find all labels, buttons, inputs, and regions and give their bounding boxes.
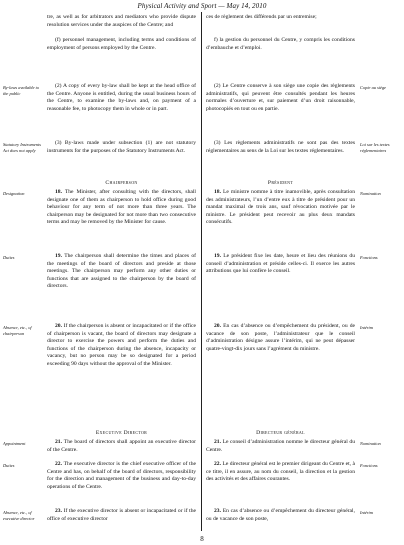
section-number: 18. xyxy=(55,189,62,195)
en-paragraph-top-b: (f) personnel management, including terms and conditions of employment of persons employed by the Centre. xyxy=(47,37,196,51)
section-number: 21. xyxy=(214,439,221,445)
page-number: 8 xyxy=(200,535,204,543)
section-number: 23. xyxy=(55,508,62,514)
en-bylaws-public-paragraph: (2) A copy of every by-law shall be kept at the head office of the Centre. Anyone is entitled, during the usual business hours of the Centre, to examine the by-laws and, on payment of a reasonable fee, to photocopy them in whole or in part. xyxy=(47,83,196,112)
margin-note-absence-chair: Absence, etc., of chairperson xyxy=(3,325,32,336)
column-divider xyxy=(201,12,202,531)
margin-note-appointment: Appointment xyxy=(3,441,26,446)
section-number: 20. xyxy=(214,323,221,329)
margin-note-fonctions: Fonctions xyxy=(360,255,378,260)
heading-directeur-general: Directeur général xyxy=(256,430,305,436)
section-number: 22. xyxy=(55,461,62,467)
fr-paragraph-top-b: f) la gestion du personnel du Centre, y compris les conditions d’embauche et d’emploi. xyxy=(206,37,355,51)
en-statutory-paragraph: (3) By-laws made under subsection (1) are not statutory instruments for the purposes of the Statutory Instruments Act. xyxy=(47,140,196,154)
heading-chairperson: Chairperson xyxy=(105,180,138,186)
margin-note-interim: Intérim xyxy=(360,325,373,330)
margin-note-duties-exec: Duties xyxy=(3,463,15,468)
margin-note-nomination: Nomination xyxy=(360,191,381,196)
running-head: Physical Activity and Sport — May 14, 2010 xyxy=(137,2,267,10)
section-number: 19. xyxy=(214,253,221,259)
section-number: 20. xyxy=(55,323,62,329)
margin-note-statutory: Statutory Instruments Act does not apply xyxy=(3,142,41,153)
fr-section-20: 20. En cas d’absence ou d’empêchement du président, ou de vacance de son poste, l’administrateur que le conseil d’administration désigne assure l’intérim, qui ne peut dépasser quatre-vingt-dix jours sans l’agrément du ministre. xyxy=(206,323,356,352)
fr-section-22: 22. Le directeur général est le premier dirigeant du Centre et, à ce titre, il en assure, au nom du conseil, la direction et la gestion des activités et des affaires courantes. xyxy=(206,461,355,483)
fr-copie-paragraph: (2) Le Centre conserve à son siège une copie des règlements administratifs, qui peuvent être consultés pendant les heures normales d’ouverture et, sur paiement d’un droit raisonnable, photocopiés en tout ou en partie. xyxy=(206,83,355,112)
en-paragraph-top-a: tre, as well as for arbitrators and mediators who provide dispute resolution services under the auspices of the Centre; and xyxy=(47,14,196,28)
margin-note-nomination-2: Nomination xyxy=(360,441,381,446)
en-section-22: 22. The executive director is the chief executive officer of the Centre and has, on behalf of the board of directors, responsibility for the direction and management of the business and day-to-day operations of the Centre. xyxy=(47,461,196,490)
margin-note-duties: Duties xyxy=(3,255,15,260)
margin-note-designation: Designation xyxy=(3,191,25,196)
margin-note-fonctions-2: Fonctions xyxy=(360,463,378,468)
section-number: 18. xyxy=(214,189,221,195)
heading-president: Président xyxy=(267,180,294,186)
en-section-21: 21. The board of directors shall appoint an executive director of the Centre. xyxy=(47,439,196,453)
section-number: 21. xyxy=(55,439,62,445)
fr-section-19: 19. Le président fixe les date, heure et lieu des réunions du conseil d’administration et préside celles-ci. Il exerce les autres attributions que lui confère le conseil. xyxy=(206,253,355,275)
fr-section-21: 21. Le conseil d’administration nomme le directeur général du Centre. xyxy=(206,439,355,453)
en-section-19: 19. The chairperson shall determine the times and places of the meetings of the board of directors and preside at those meetings. The chairperson may perform any other duties or functions that are assigned to the chairperson by the board of directors. xyxy=(47,253,196,290)
fr-section-23: 23. En cas d’absence ou d’empêchement du directeur général, ou de vacance de son poste, xyxy=(206,508,355,522)
margin-note-absence-exec: Absence, etc., of executive director xyxy=(3,510,35,521)
margin-note-bylaws-public: By-laws available to the public xyxy=(3,85,40,96)
en-section-18: 18. The Minister, after consulting with the directors, shall designate one of them as chairperson to hold office during good behaviour for any term of not more than three years. The chairperson may be designated for not more than two consecutive terms and may be removed by the Minister for cause. xyxy=(47,189,196,226)
en-section-23: 23. If the executive director is absent or incapacitated or if the office of executive director xyxy=(47,508,196,522)
margin-note-interim-2: Intérim xyxy=(360,510,373,515)
section-number: 23. xyxy=(214,508,221,514)
margin-note-loi: Loi sur les textes réglementaires xyxy=(360,142,390,153)
fr-statutory-paragraph: (3) Les règlements administratifs ne sont pas des textes réglementaires au sens de la Loi sur les textes réglementaires. xyxy=(206,140,355,154)
section-number: 22. xyxy=(214,461,221,467)
en-section-20: 20. If the chairperson is absent or incapacitated or if the office of chairperson is vacant, the board of directors may designate a director to exercise the powers and perform the duties and functions of the chairperson during the absence, incapacity or vacancy, but no person may be so designated for a period exceeding 90 days without the approval of the Minister. xyxy=(47,323,196,367)
fr-paragraph-top-a: ces de règlement des différends par un entremise; xyxy=(206,14,317,20)
margin-note-copie: Copie au siège xyxy=(360,85,387,90)
fr-section-18: 18. Le ministre nomme à titre inamovible, après consultation des administrateurs, l’un d’entre eux à titre de président pour un mandat maximal de trois ans, sauf révocation motivée par le ministre. Le président peut recevoir au plus deux mandats consécutifs. xyxy=(206,189,355,226)
heading-executive-director: Executive Director xyxy=(95,430,148,436)
section-number: 19. xyxy=(55,253,62,259)
